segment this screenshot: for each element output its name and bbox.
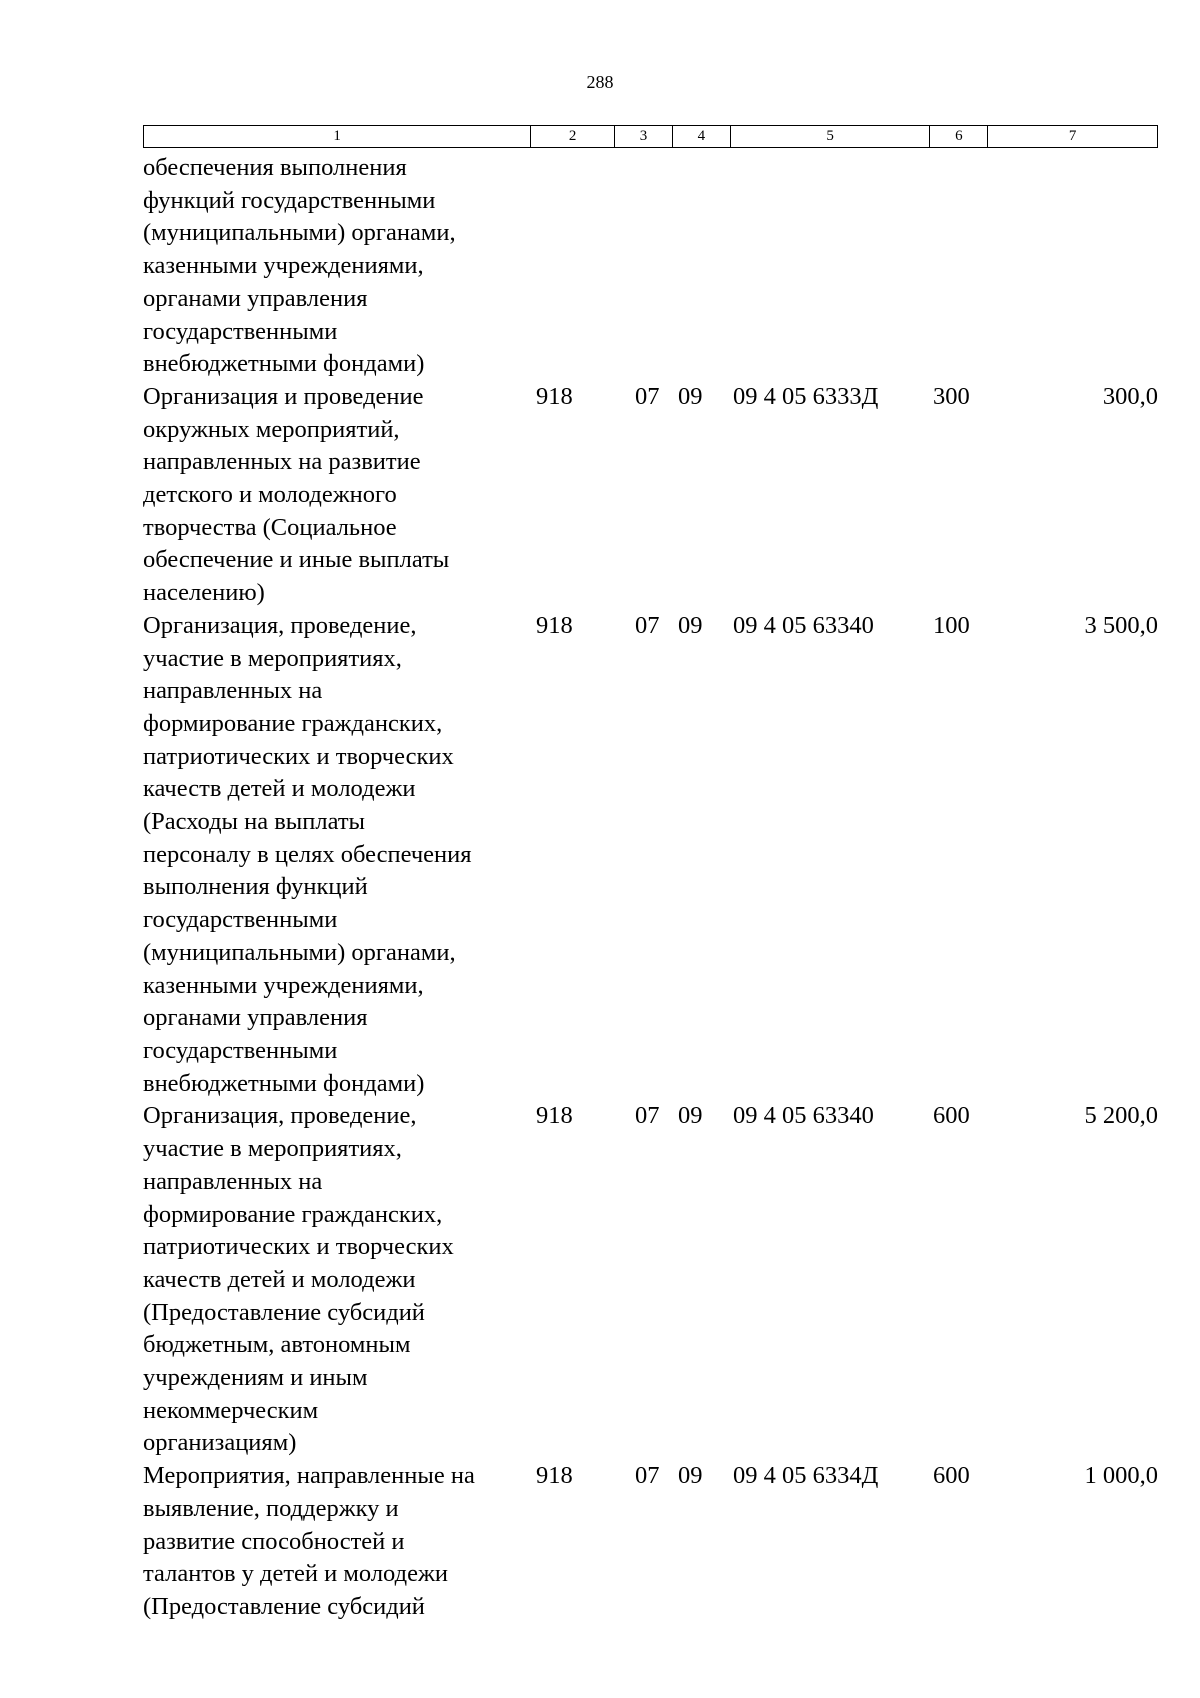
row-col-4: 09 [678, 611, 703, 639]
row-col-2: 918 [536, 1102, 573, 1130]
table-row [143, 1460, 1158, 1624]
row-col-6: 100 [933, 611, 970, 639]
table-row [143, 610, 1158, 1101]
row-col-4 [673, 152, 731, 381]
row-col-7: 300,0 [1102, 382, 1158, 410]
page-number: 288 [586, 72, 614, 92]
row-description: Организация, проведение, участие в мероприятиях, направленных на формирование гражданских, патриотических и творческих качеств детей и молодежи (Расходы на выплаты персоналу в целях обеспечения выполнения функций государственными (муниципальными) органами, казенными учреждениями, органами управления государственными внебюджетными фондами) [143, 611, 472, 1097]
row-description: Организация, проведение, участие в мероприятиях, направленных на формирование гражданских, патриотических и творческих качеств детей и молодежи (Предоставление субсидий бюджетным, автономным учреждениям и иным некоммерческим организациям) [143, 1102, 454, 1457]
row-col-7 [989, 152, 1158, 381]
table-row [143, 381, 1158, 610]
row-col-3: 07 [635, 611, 660, 639]
row-col-4: 09 [678, 382, 703, 410]
header-col-1: 1 [144, 126, 531, 147]
header-col-5: 5 [731, 126, 931, 147]
row-description: Организация и проведение окружных мероприятий, направленных на развитие детского и молодежного творчества (Социальное обеспечение и иные выплаты населению) [143, 382, 450, 607]
row-col-6: 300 [933, 382, 970, 410]
header-col-6: 6 [930, 126, 988, 147]
row-col-6: 600 [933, 1462, 970, 1490]
row-col-7: 5 200,0 [1084, 1102, 1158, 1130]
row-col-2: 918 [536, 382, 573, 410]
row-col-7: 3 500,0 [1084, 611, 1158, 639]
header-col-3: 3 [615, 126, 673, 147]
header-col-7: 7 [1068, 128, 1077, 144]
row-col-3: 07 [635, 1102, 660, 1130]
row-description: обеспечения выполнения функций государственными (муниципальными) органами, казенными учреждениями, органами управления государственными внебюджетными фондами) [143, 154, 456, 378]
row-col-6 [931, 152, 989, 381]
table-row [143, 152, 1158, 381]
table-header-row [143, 125, 1158, 148]
row-col-5: 09 4 05 6334Д [733, 1462, 879, 1490]
row-col-4: 09 [678, 1462, 703, 1490]
row-col-4: 09 [678, 1102, 703, 1130]
table-row [143, 1100, 1158, 1460]
row-col-2: 918 [536, 611, 573, 639]
row-description: Мероприятия, направленные на выявление, поддержку и развитие способностей и талантов у детей и молодежи (Предоставление субсидий [143, 1462, 475, 1620]
header-col-4: 4 [673, 126, 731, 147]
row-col-2: 918 [536, 1462, 573, 1490]
row-col-6: 600 [933, 1102, 970, 1130]
row-col-3: 07 [635, 382, 660, 410]
row-col-3: 07 [635, 1462, 660, 1490]
row-col-5: 09 4 05 63340 [733, 1102, 874, 1130]
row-col-7: 1 000,0 [1084, 1462, 1158, 1490]
row-col-2 [531, 152, 615, 381]
row-col-5: 09 4 05 63340 [733, 611, 874, 639]
row-col-5 [731, 152, 931, 381]
row-col-5: 09 4 05 6333Д [733, 382, 879, 410]
budget-table-body [143, 152, 1158, 1624]
row-col-3 [615, 152, 673, 381]
header-col-2: 2 [531, 126, 615, 147]
